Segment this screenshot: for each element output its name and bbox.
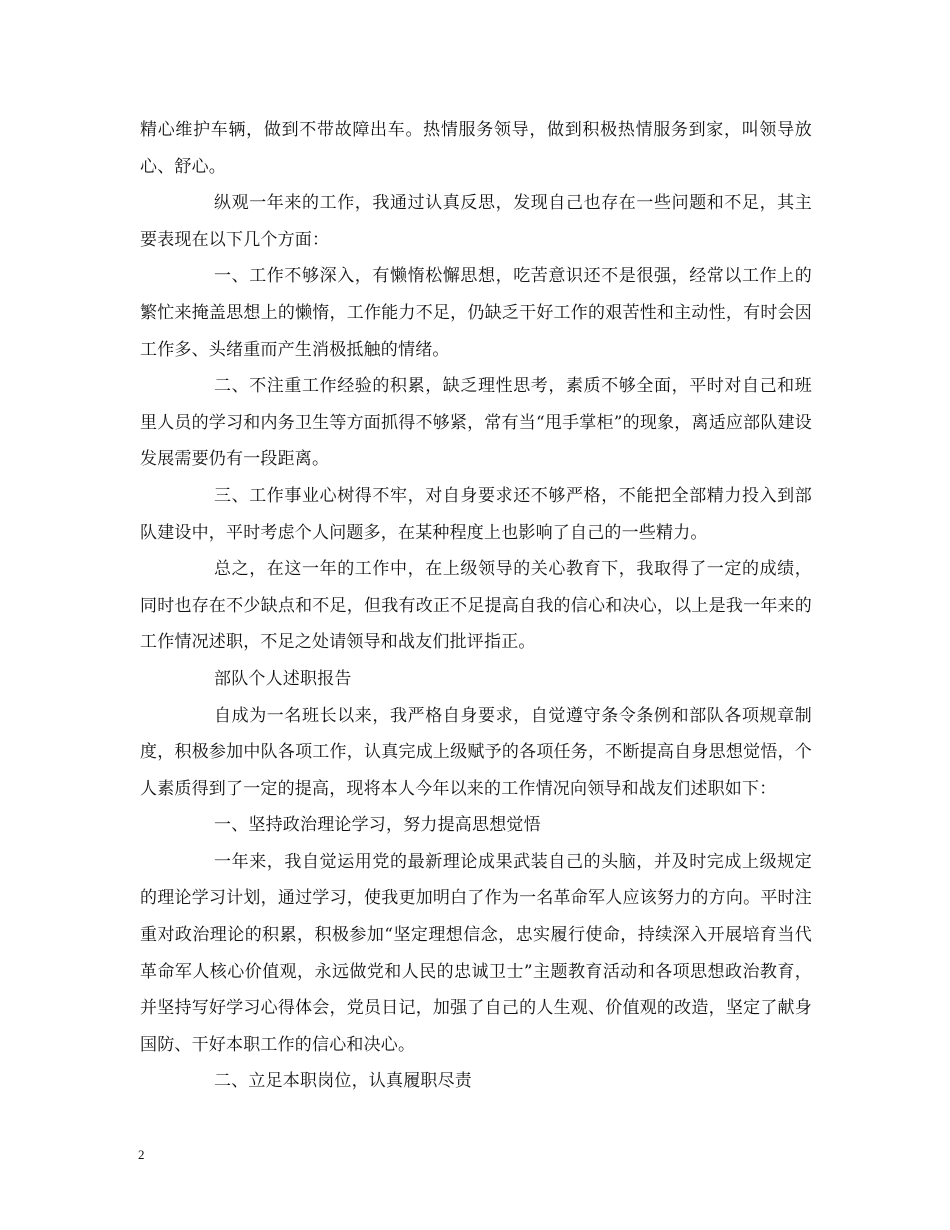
issue-paragraph-1: 一、工作不够深入，有懒惰松懈思想，吃苦意识还不是很强，经常以工作上的繁忙来掩盖思想上的懒惰，工作能力不足，仍缺乏干好工作的艰苦性和主动性，有时会因工作多、头绪重而产生消极抵触的情绪。	[140, 266, 812, 360]
page-number: 2	[138, 1147, 145, 1162]
report-intro-paragraph: 自成为一名班长以来，我严格自身要求，自觉遵守条令条例和部队各项规章制度，积极参加中队各项工作，认真完成上级赋予的各项任务，不断提高自身思想觉悟，个人素质得到了一定的提高，现将本人今年以来的工作情况向领导和战友们述职如下：	[140, 705, 812, 799]
document-body	[140, 112, 812, 1100]
issue-paragraph-3: 三、工作事业心树得不牢，对自身要求还不够严格，不能把全部精力投入到部队建设中，平时考虑个人问题多，在某种程度上也影响了自己的一些精力。	[140, 485, 812, 543]
section-heading-1: 一、坚持政治理论学习，努力提高思想觉悟	[214, 815, 541, 836]
body-paragraph-1: 精心维护车辆，做到不带故障出车。热情服务领导，做到积极热情服务到家，叫领导放心、舒心。	[140, 120, 812, 177]
section-heading-2: 二、立足本职岗位，认真履职尽责	[214, 1071, 472, 1092]
body-paragraph-2: 纵观一年来的工作，我通过认真反思，发现自己也存在一些问题和不足，其主要表现在以下几个方面：	[140, 193, 812, 250]
issue-paragraph-2: 二、不注重工作经验的积累，缺乏理性思考，素质不够全面，平时对自己和班里人员的学习和内务卫生等方面抓得不够紧，常有当“甩手掌柜”的现象，离适应部队建设发展需要仍有一段距离。	[140, 376, 812, 470]
report-title: 部队个人述职报告	[214, 668, 352, 689]
summary-paragraph: 总之，在这一年的工作中，在上级领导的关心教育下，我取得了一定的成绩，同时也存在不少缺点和不足，但我有改正不足提高自我的信心和决心，以上是我一年来的工作情况述职，不足之处请领导和战友们批评指正。	[140, 559, 812, 653]
section-paragraph-1: 一年来，我自觉运用党的最新理论成果武装自己的头脑，并及时完成上级规定的理论学习计划，通过学习，使我更加明白了作为一名革命军人应该努力的方向。平时注重对政治理论的积累，积极参加“坚定理想信念，忠实履行使命，持续深入开展培育当代革命军人核心价值观，永远做党和人民的忠诚卫士”主题教育活动和各项思想政治教育，并坚持写好学习心得体会，党员日记，加强了自己的人生观、价值观的改造，坚定了献身国防、干好本职工作的信心和决心。	[140, 851, 812, 1055]
